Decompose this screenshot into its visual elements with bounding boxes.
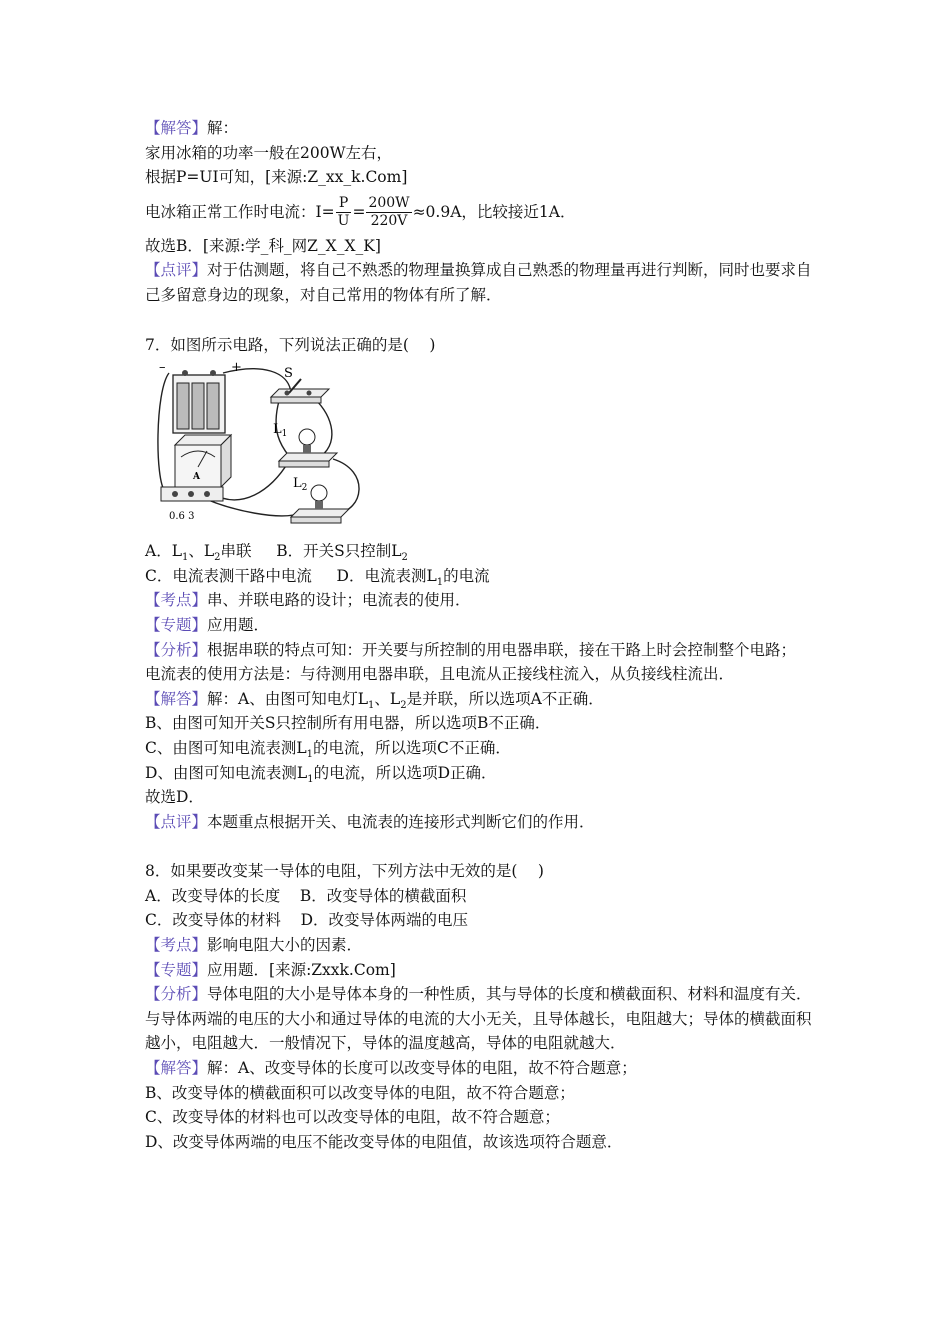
option-d: D．电流表测$L_1$的电流 — [336, 566, 490, 588]
q7-stem: 7．如图所示电路，下列说法正确的是( ) — [145, 335, 436, 354]
switch-label: S — [284, 366, 293, 382]
sol6-choice-line: 故选B．[来源:学_科_网Z_X_X_K] — [145, 236, 381, 255]
point-tag: 【考点】 — [145, 591, 208, 610]
analysis-tag: 【分析】 — [145, 985, 208, 1004]
fraction-p-over-u — [336, 195, 352, 230]
equals-sign: = — [352, 202, 366, 221]
option-a: A．$L_1$、$L_2$串联 — [145, 542, 252, 564]
q7-analysis-2: 电流表的使用方法是：与待测用电器串联，且电流从正接线柱流入，从负接线柱流出． — [145, 665, 735, 684]
ammeter-scale-label: 0.6 3 — [169, 511, 195, 523]
sol6-formula-line — [145, 190, 825, 234]
point-tag: 【考点】 — [145, 936, 208, 955]
fraction-200w-over-220v — [366, 195, 411, 230]
analysis-tag: 【分析】 — [145, 640, 208, 659]
q7-point: 【考点】串、并联电路的设计；电流表的使用． — [145, 591, 471, 610]
bulb2-label: $L_2$ — [293, 476, 308, 494]
q7-answer-a: 【解答】解：A、由图可知电灯$L_1$、$L_2$是并联，所以选项A不正确． — [145, 689, 604, 711]
option-c: C．改变导体的材料 — [145, 911, 281, 930]
fraction-denominator: U — [337, 213, 350, 230]
page — [145, 116, 825, 1154]
battery — [173, 370, 225, 433]
wire — [333, 459, 359, 513]
wire — [311, 396, 332, 456]
answer-tag: 【解答】 — [145, 689, 208, 708]
q8-answer-a: 【解答】解：A、改变导体的长度可以改变导体的电阻，故不符合题意； — [145, 1059, 637, 1078]
q8-point: 【考点】影响电阻大小的因素． — [145, 936, 363, 955]
sol6-answer-line — [145, 116, 825, 141]
ammeter — [161, 435, 231, 501]
answer-tag: 【解答】 — [145, 1059, 208, 1078]
bulb1-label: $L_1$ — [273, 422, 288, 440]
fraction-denominator: 220V — [370, 213, 408, 230]
q7-topic: 【专题】应用题． — [145, 615, 270, 634]
circuit-diagram — [151, 361, 371, 529]
fraction-numerator: P — [336, 195, 352, 213]
q8-stem: 8．如果要改变某一导体的电阻，下列方法中无效的是( ) — [145, 862, 544, 881]
q7-options-cd — [145, 564, 825, 589]
sol6-line-1: 家用冰箱的功率一般在200W左右， — [145, 143, 393, 162]
q8-answer-c: C、改变导体的材料也可以改变导体的电阻，故不符合题意； — [145, 1108, 560, 1127]
sol6-line-2: 根据P=UI可知，[来源:Z_xx_k.Com] — [145, 168, 408, 187]
q8-options-ab — [145, 884, 825, 909]
comment-text: 对于估测题，将自己不熟悉的物理量换算成自己熟悉的物理量再进行判断，同时也要求自己多留意身边的现象，对自己常用的物体有所了解． — [145, 261, 812, 304]
wire — [158, 373, 169, 491]
q7-choose: 故选D． — [145, 788, 204, 807]
minus-label: – — [159, 361, 166, 376]
ammeter-label: A — [193, 472, 200, 483]
formula-suffix: ≈0.9A，比较接近1A． — [412, 202, 576, 221]
q8-analysis: 【分析】导体电阻的大小是导体本身的一种性质，其与导体的长度和横截面积、材料和温度有关．与导体两端的电压的大小和通过导体的电流的大小无关，且导体越长，电阻越大；导体的横截面积越小，电阻越大．一般情况下，导体的温度越高，导体的电阻就越大． — [145, 985, 812, 1053]
option-c: C．电流表测干路中电流 — [145, 566, 312, 585]
option-d: D．改变导体两端的电压 — [300, 911, 469, 930]
q7-answer-b: B、由图可知开关S只控制所有用电器，所以选项B不正确． — [145, 714, 551, 733]
q7-answer-c: C、由图可知电流表测$L_1$的电流，所以选项C不正确． — [145, 738, 511, 760]
q7-answer-d: D、由图可知电流表测$L_1$的电流，所以选项D正确． — [145, 763, 497, 785]
circuit-figure — [151, 361, 371, 529]
sol6-comment — [145, 258, 825, 307]
comment-tag: 【点评】 — [145, 261, 208, 280]
formula-prefix: 电冰箱正常工作时电流：I= — [145, 202, 335, 221]
q8-topic: 【专题】应用题．[来源:Zxxk.Com] — [145, 960, 396, 979]
q7-comment: 【点评】本题重点根据开关、电流表的连接形式判断它们的作用． — [145, 812, 595, 831]
q8-answer-b: B、改变导体的横截面积可以改变导体的电阻，故不符合题意； — [145, 1083, 575, 1102]
q7-options-ab — [145, 539, 825, 564]
plus-label: + — [231, 361, 242, 376]
q8-options-cd — [145, 908, 825, 933]
option-b: B．改变导体的横截面积 — [299, 886, 467, 905]
answer-text: 解： — [207, 119, 239, 137]
option-a: A．改变导体的长度 — [145, 886, 281, 905]
switch — [271, 379, 329, 403]
q7-analysis: 【分析】根据串联的特点可知：开关要与所控制的用电器串联，接在干路上时会控制整个电路； — [145, 640, 797, 659]
comment-tag: 【点评】 — [145, 812, 208, 831]
spacer — [145, 308, 825, 333]
topic-tag: 【专题】 — [145, 615, 208, 634]
spacer — [145, 834, 825, 859]
fraction-numerator: 200W — [368, 195, 410, 212]
option-b: B．开关S只控制$L_2$ — [276, 542, 408, 564]
q8-answer-d: D、改变导体两端的电压不能改变导体的电阻值，故该选项符合题意． — [145, 1132, 623, 1151]
answer-tag: 【解答】 — [145, 119, 208, 137]
topic-tag: 【专题】 — [145, 960, 208, 979]
